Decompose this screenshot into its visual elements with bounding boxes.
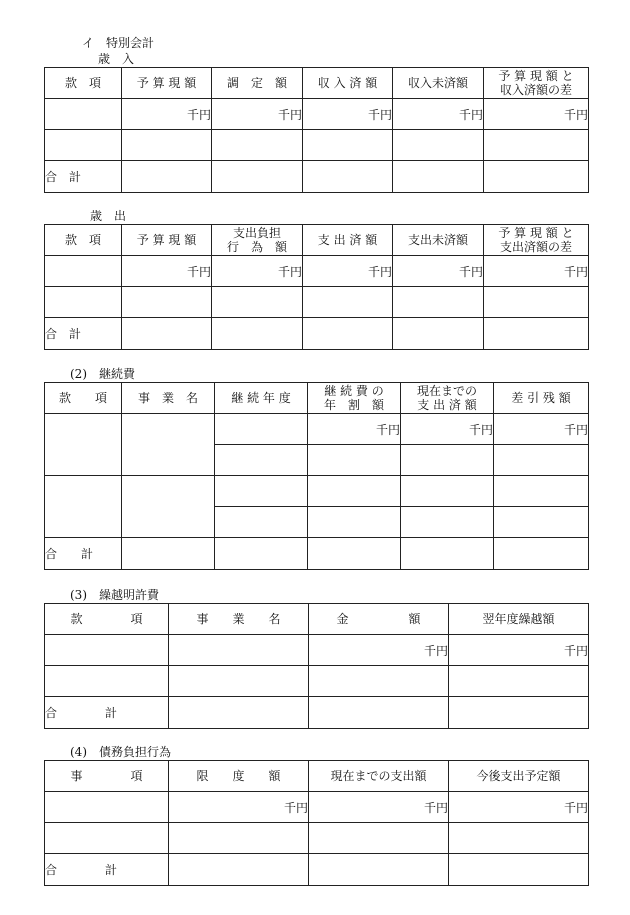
revenue-title: 歳 入 [98, 52, 135, 66]
table-cell[interactable] [303, 318, 393, 350]
continuing-expenses-title: (2) 継続費 [70, 367, 135, 381]
table-row [45, 256, 589, 287]
table-cell[interactable] [45, 414, 122, 476]
unit-label[interactable]: 千円 [212, 99, 303, 130]
table-cell[interactable] [308, 476, 401, 507]
table-cell[interactable] [494, 476, 589, 507]
debt-obligation-title: (4) 債務負担行為 [70, 745, 171, 759]
table-cell[interactable] [393, 161, 484, 193]
col-header-unpaid: 支出未済額 [393, 225, 484, 256]
col-header-unreceived: 収入未済額 [393, 68, 484, 99]
table-cell[interactable] [169, 823, 309, 854]
table-cell[interactable] [449, 823, 589, 854]
table-cell[interactable] [309, 697, 449, 729]
table-row [45, 130, 589, 161]
unit-label[interactable]: 千円 [309, 635, 449, 666]
carryover-title: (3) 繰越明許費 [70, 588, 159, 602]
table-cell[interactable] [393, 318, 484, 350]
total-label: 合 計 [45, 697, 169, 729]
table-row [45, 287, 589, 318]
table-cell[interactable] [484, 287, 589, 318]
total-row [45, 538, 589, 570]
table-cell[interactable] [215, 507, 308, 538]
table-cell[interactable] [484, 130, 589, 161]
table-row [45, 99, 589, 130]
table-cell[interactable] [308, 445, 401, 476]
table-row [45, 823, 589, 854]
table-cell[interactable] [309, 823, 449, 854]
col-header-paid-to-date: 現在までの支出額 [309, 761, 449, 792]
table-header-row [45, 604, 589, 635]
table-cell[interactable] [303, 161, 393, 193]
table-cell[interactable] [449, 666, 589, 697]
special-account-title: イ 特別会計 [82, 36, 155, 50]
table-cell[interactable] [45, 792, 169, 823]
table-header-row [45, 68, 589, 99]
table-cell[interactable] [212, 130, 303, 161]
total-label: 合 計 [45, 318, 122, 350]
expenditure-title: 歳 出 [90, 209, 127, 223]
col-header-assessed: 調 定 額 [212, 68, 303, 99]
table-cell[interactable] [215, 538, 308, 570]
revenue-table [44, 67, 589, 193]
table-cell[interactable] [122, 318, 212, 350]
table-header-row [45, 225, 589, 256]
col-header-annual-amount: 継 続 費 の 年 割 額 [308, 383, 401, 414]
table-cell[interactable] [169, 854, 309, 886]
total-label: 合 計 [45, 854, 169, 886]
unit-label[interactable]: 千円 [484, 256, 589, 287]
col-header-remaining: 差 引 残 額 [494, 383, 589, 414]
table-cell[interactable] [122, 161, 212, 193]
table-cell[interactable] [494, 445, 589, 476]
unit-label[interactable]: 千円 [308, 414, 401, 445]
table-cell[interactable] [401, 507, 494, 538]
unit-label[interactable]: 千円 [484, 99, 589, 130]
unit-label[interactable]: 千円 [494, 414, 589, 445]
table-cell[interactable] [215, 445, 308, 476]
unit-label[interactable]: 千円 [393, 256, 484, 287]
table-cell[interactable] [122, 130, 212, 161]
col-header-project-name: 事 業 名 [169, 604, 309, 635]
expenditure-table [44, 224, 589, 350]
table-cell[interactable] [309, 854, 449, 886]
table-cell[interactable] [45, 635, 169, 666]
col-header-kan-kou: 款 項 [45, 383, 122, 414]
table-row [45, 666, 589, 697]
total-row [45, 697, 589, 729]
table-cell[interactable] [169, 635, 309, 666]
table-cell[interactable] [45, 823, 169, 854]
table-cell[interactable] [308, 507, 401, 538]
table-row [45, 414, 589, 445]
col-header-kan-kou: 款 項 [45, 68, 122, 99]
table-cell[interactable] [212, 318, 303, 350]
unit-label[interactable]: 千円 [449, 792, 589, 823]
col-header-item: 事 項 [45, 761, 169, 792]
unit-label[interactable]: 千円 [449, 635, 589, 666]
table-cell[interactable] [393, 130, 484, 161]
carryover-table [44, 603, 589, 729]
col-header-budget: 予 算 現 額 [122, 225, 212, 256]
col-header-project-name: 事 業 名 [122, 383, 215, 414]
table-cell[interactable] [212, 161, 303, 193]
table-cell[interactable] [45, 130, 122, 161]
table-cell[interactable] [122, 538, 215, 570]
table-cell[interactable] [215, 476, 308, 507]
col-header-kan-kou: 款 項 [45, 604, 169, 635]
col-header-amount: 金 額 [309, 604, 449, 635]
unit-label[interactable]: 千円 [393, 99, 484, 130]
table-cell[interactable] [308, 538, 401, 570]
col-header-scheduled-payment: 今後支出予定額 [449, 761, 589, 792]
unit-label[interactable]: 千円 [122, 99, 212, 130]
table-header-row [45, 383, 589, 414]
table-cell[interactable] [215, 414, 308, 445]
col-header-budget: 予 算 現 額 [122, 68, 212, 99]
total-label: 合 計 [45, 161, 122, 193]
debt-obligation-table [44, 760, 589, 886]
table-cell[interactable] [309, 666, 449, 697]
table-cell[interactable] [494, 507, 589, 538]
table-cell[interactable] [401, 445, 494, 476]
table-row [45, 792, 589, 823]
table-header-row [45, 761, 589, 792]
col-header-paid-to-date: 現在までの 支 出 済 額 [401, 383, 494, 414]
table-cell[interactable] [169, 697, 309, 729]
table-cell[interactable] [45, 666, 169, 697]
unit-label[interactable]: 千円 [212, 256, 303, 287]
table-row [45, 476, 589, 507]
table-row [45, 635, 589, 666]
table-cell[interactable] [401, 476, 494, 507]
unit-label[interactable]: 千円 [303, 256, 393, 287]
col-header-difference: 予 算 現 額 と 支出済額の差 [484, 225, 589, 256]
table-cell[interactable] [169, 666, 309, 697]
total-row [45, 318, 589, 350]
continuing-expenses-table [44, 382, 589, 570]
table-cell[interactable] [45, 99, 122, 130]
table-cell[interactable] [449, 697, 589, 729]
total-row [45, 161, 589, 193]
table-cell[interactable] [45, 287, 122, 318]
col-header-kan-kou: 款 項 [45, 225, 122, 256]
col-header-obligation: 支出負担 行 為 額 [212, 225, 303, 256]
table-cell[interactable] [494, 538, 589, 570]
unit-label[interactable]: 千円 [309, 792, 449, 823]
total-label: 合 計 [45, 538, 122, 570]
table-cell[interactable] [45, 256, 122, 287]
col-header-fiscal-year: 継 続 年 度 [215, 383, 308, 414]
table-cell[interactable] [122, 476, 215, 538]
table-cell[interactable] [484, 318, 589, 350]
table-cell[interactable] [122, 414, 215, 476]
unit-label[interactable]: 千円 [169, 792, 309, 823]
table-cell[interactable] [401, 538, 494, 570]
col-header-next-year-carryover: 翌年度繰越額 [449, 604, 589, 635]
table-cell[interactable] [45, 476, 122, 538]
unit-label[interactable]: 千円 [401, 414, 494, 445]
unit-label[interactable]: 千円 [303, 99, 393, 130]
col-header-difference: 予 算 現 額 と 収入済額の差 [484, 68, 589, 99]
table-cell[interactable] [122, 287, 212, 318]
total-row [45, 854, 589, 886]
table-cell[interactable] [449, 854, 589, 886]
table-cell[interactable] [303, 287, 393, 318]
table-cell[interactable] [484, 161, 589, 193]
table-cell[interactable] [303, 130, 393, 161]
table-cell[interactable] [393, 287, 484, 318]
table-cell[interactable] [212, 287, 303, 318]
unit-label[interactable]: 千円 [122, 256, 212, 287]
col-header-paid: 支 出 済 額 [303, 225, 393, 256]
col-header-limit-amount: 限 度 額 [169, 761, 309, 792]
col-header-received: 収 入 済 額 [303, 68, 393, 99]
